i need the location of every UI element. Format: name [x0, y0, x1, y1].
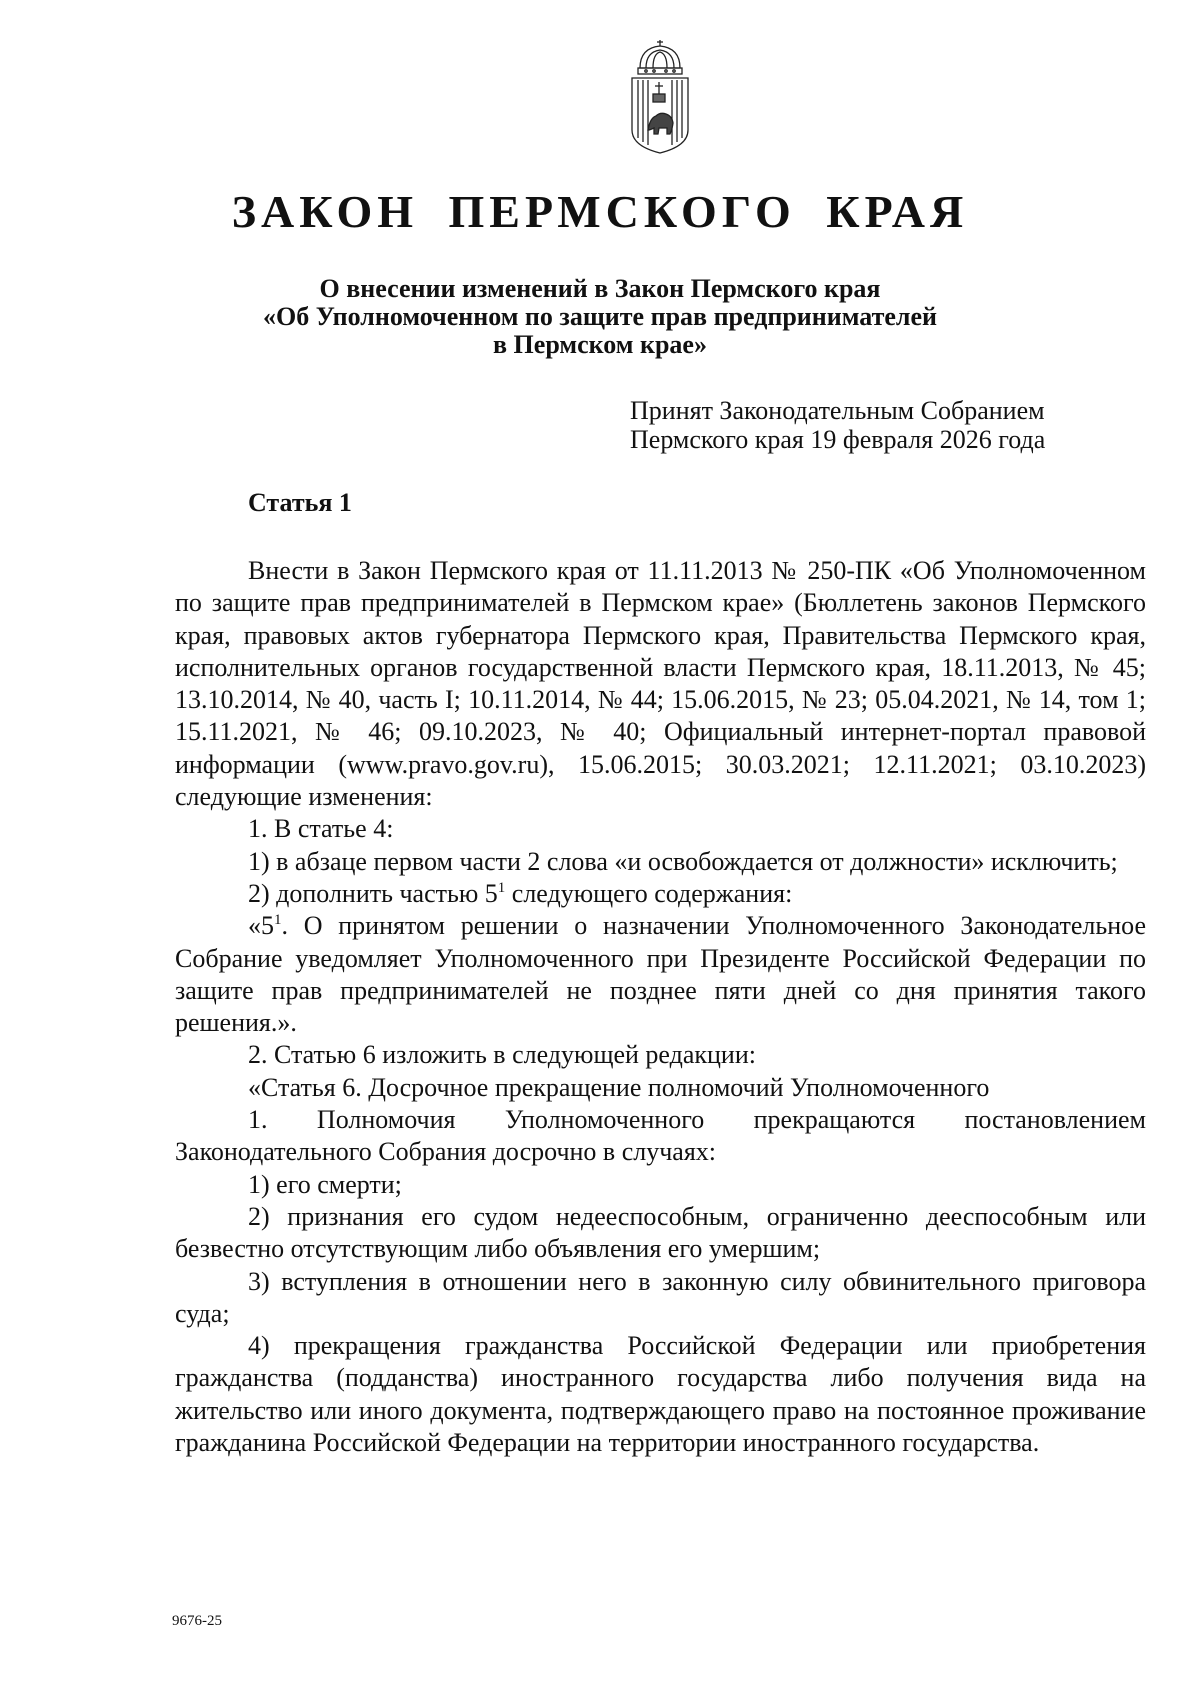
paragraph: 4) прекращения гражданства Российской Федерации или приобретения гражданства (подданства) иностранного государства либо получения вида на жительство или иного документа, подтверждающего право на постоянное проживание гражданина Российской Федерации на территории иностранного государства.: [175, 1331, 1146, 1458]
superscript: 1: [274, 912, 282, 929]
paragraph: 3) вступления в отношении него в законную силу обвинительного приговора суда;: [175, 1266, 1146, 1328]
paragraph: 1. В статье 4:: [248, 814, 394, 844]
law-subtitle: [0, 275, 1200, 359]
paragraph: «Статья 6. Досрочное прекращение полномочий Уполномоченного: [248, 1072, 990, 1102]
paragraph: 2) дополнить частью $5^1$ следующего содержания:: [248, 878, 793, 908]
paragraph: Внести в Закон Пермского края от 11.11.2013 № 250-ПК «Об Уполномоченном по защите прав предпринимателей в Пермском крае» (Бюллетень законов Пермского края, правовых актов губернатора Пермского края, Правительства Пермского края, исполнительных органов государственной власти Пермского края, 18.11.2013, № 45; 13.10.2014, № 40, часть I; 10.11.2014, № 44; 15.06.2015, № 23; 05.04.2021, № 14, том 1; 15.11.2021, № 46; 09.10.2023, № 40; Официальный интернет-портал правовой информации (www.pravo.gov.ru), 15.06.2015; 30.03.2021; 12.11.2021; 03.10.2023) следующие изменения:: [175, 556, 1146, 812]
paragraph: 2. Статью 6 изложить в следующей редакции:: [248, 1040, 756, 1070]
paragraph: «$5^1$. О принятом решении о назначении Уполномоченного Законодательное Собрание уведомляет Уполномоченного при Президенте Российской Федерации по защите прав предпринимателей не позднее пяти дней со дня принятия такого решения.».: [175, 911, 1146, 1038]
paragraph: 1. Полномочия Уполномоченного прекращаются постановлением Законодательного Собрания досрочно в случаях:: [175, 1105, 1146, 1167]
paragraph: 2) признания его судом недееспособным, ограниченно дееспособным или безвестно отсутствующим либо объявления его умершим;: [175, 1201, 1146, 1264]
paragraph: 1) его смерти;: [248, 1169, 402, 1199]
superscript: 1: [497, 879, 506, 896]
law-title: ЗАКОН ПЕРМСКОГО КРАЯ: [231, 186, 969, 237]
adoption-note: [630, 396, 1150, 454]
perm-krai-coat-of-arms-icon: [626, 38, 694, 156]
document-number: 9676-25: [172, 1613, 222, 1629]
adoption-line: Принят Законодательным Собранием: [630, 396, 1045, 425]
subtitle-line: О внесении изменений в Закон Пермского края: [319, 274, 881, 303]
article-heading: Статья 1: [248, 488, 352, 517]
subtitle-line: «Об Уполномоченном по защите прав предпринимателей: [262, 302, 938, 331]
adoption-line: Пермского края 19 февраля 2026 года: [630, 425, 1046, 454]
article-body: [175, 555, 1146, 1459]
paragraph: 1) в абзаце первом части 2 слова «и освобождается от должности» исключить;: [248, 846, 1118, 876]
subtitle-line: в Пермском крае»: [493, 330, 707, 359]
